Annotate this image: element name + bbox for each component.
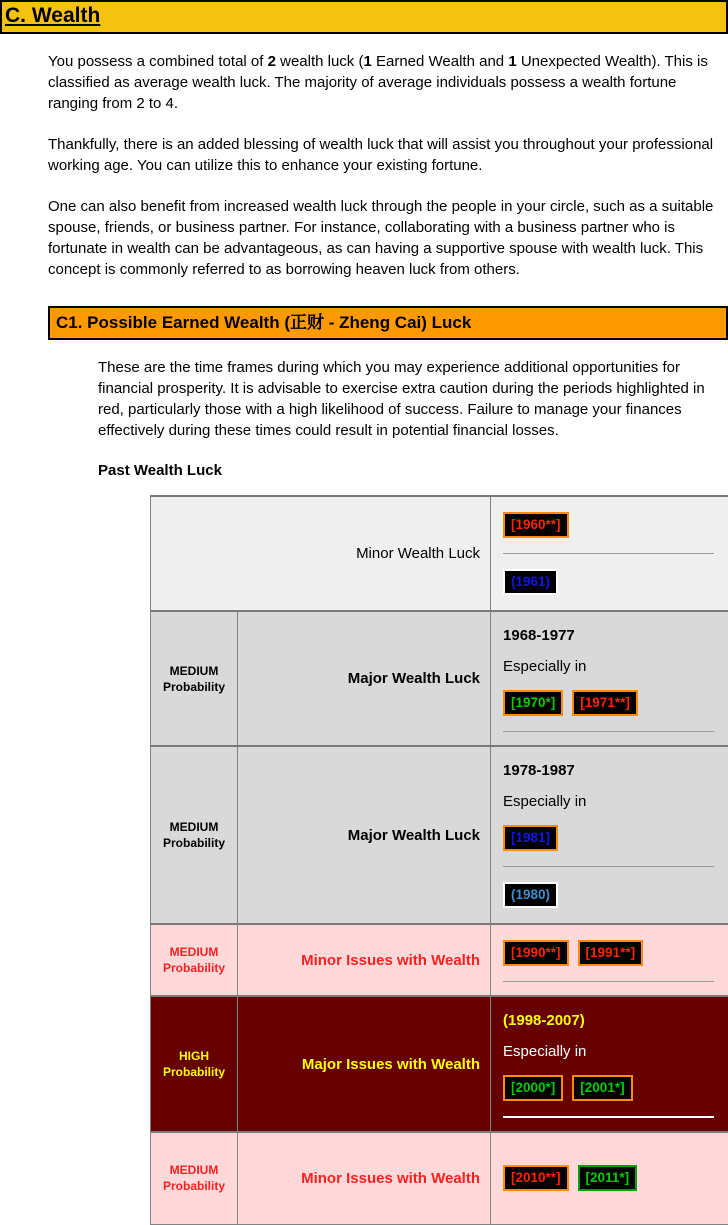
luck-label-cell: Minor Wealth Luck [151,496,491,611]
year-badge: [2000*] [503,1075,563,1101]
year-badge: [1990**] [503,940,569,966]
probability-text: MEDIUM [152,1162,236,1178]
year-badge-group [503,510,718,540]
year-badge: [2010**] [503,1165,569,1191]
years-cell [491,611,728,746]
probability-text: Probability [152,679,236,695]
probability-text: Probability [152,1178,236,1194]
year-badge-group [503,1163,718,1193]
section-c1 [0,306,728,1225]
divider-line [503,1116,714,1118]
period-range: 1978-1987 [503,762,718,779]
year-badge: [1970*] [503,690,563,716]
divider-line [503,981,714,982]
page-title: C. Wealth [5,4,100,27]
years-cell [491,1132,728,1224]
year-badge-group [503,1073,718,1103]
section-header-c1 [48,306,728,340]
year-badge: (1980) [503,882,558,908]
especially-label: Especially in [503,793,718,810]
probability-cell [151,996,238,1132]
table-row [151,611,728,746]
probability-text: Probability [152,1064,236,1080]
year-badge: [2011*] [578,1165,638,1191]
probability-text: HIGH [152,1048,236,1064]
probability-cell [151,611,238,746]
year-badge: [2001*] [572,1075,632,1101]
probability-cell [151,924,238,996]
year-badge-group [503,823,718,853]
table-row [151,924,728,996]
especially-label: Especially in [503,658,718,675]
years-cell [491,496,728,611]
year-badge: [1991**] [578,940,644,966]
luck-label-cell: Minor Issues with Wealth [238,924,491,996]
year-badge: [1971**] [572,690,638,716]
year-badge-group [503,567,718,597]
past-wealth-luck-heading: Past Wealth Luck [98,462,728,479]
table-row [151,496,728,611]
probability-text: MEDIUM [152,944,236,960]
years-cell [491,996,728,1132]
divider-line [503,866,714,867]
divider-line [503,731,714,732]
wealth-luck-table [150,495,728,1225]
intro-paragraphs [48,51,714,280]
table-row [151,996,728,1132]
luck-label-cell: Minor Issues with Wealth [238,1132,491,1224]
luck-label-cell: Major Issues with Wealth [238,996,491,1132]
c1-title: C1. Possible Earned Wealth (正财 - Zheng Cai) Luck [56,313,471,332]
year-badge: (1961) [503,569,558,595]
divider-line [503,553,714,554]
year-badge-group [503,880,718,910]
probability-text: Probability [152,960,236,976]
probability-text: MEDIUM [152,819,236,835]
year-badge-group [503,938,718,968]
luck-label-cell: Major Wealth Luck [238,746,491,924]
probability-cell [151,1132,238,1224]
probability-cell [151,746,238,924]
table-row [151,746,728,924]
paragraph-borrowing-luck: One can also benefit from increased wealth luck through the people in your circle, such as a suitable spouse, friends, or business partner. For instance, collaborating with a business partner who is fortunate in wealth can be advantageous, as can having a supportive spouse with wealth luck. This concept is commonly referred to as borrowing heaven luck from others. [48,196,714,280]
paragraph-added-blessing: Thankfully, there is an added blessing of wealth luck that will assist you throughout your professional working age. You can utilize this to enhance your existing fortune. [48,134,714,176]
year-badge: [1960**] [503,512,569,538]
luck-label-cell: Major Wealth Luck [238,611,491,746]
period-range: (1998-2007) [503,1012,718,1029]
especially-label: Especially in [503,1043,718,1060]
probability-text: MEDIUM [152,663,236,679]
period-range: 1968-1977 [503,627,718,644]
years-cell [491,746,728,924]
probability-text: Probability [152,835,236,851]
table-row [151,1132,728,1224]
years-cell [491,924,728,996]
paragraph-wealth-total: You possess a combined total of 2 wealth luck (1 Earned Wealth and 1 Unexpected Wealth). This is classified as average wealth luck. The majority of average individuals possess a wealth fortune ranging from 2 to 4. [48,51,714,114]
section-header-wealth [0,0,728,34]
year-badge: [1981] [503,825,558,851]
paragraph-c1-intro: These are the time frames during which you may experience additional opportunities for financial prosperity. It is advisable to exercise extra caution during the periods highlighted in red, particularly those with a high likelihood of success. Failure to manage your finances effectively during these times could result in potential financial losses. [98,357,712,441]
year-badge-group [503,688,718,718]
